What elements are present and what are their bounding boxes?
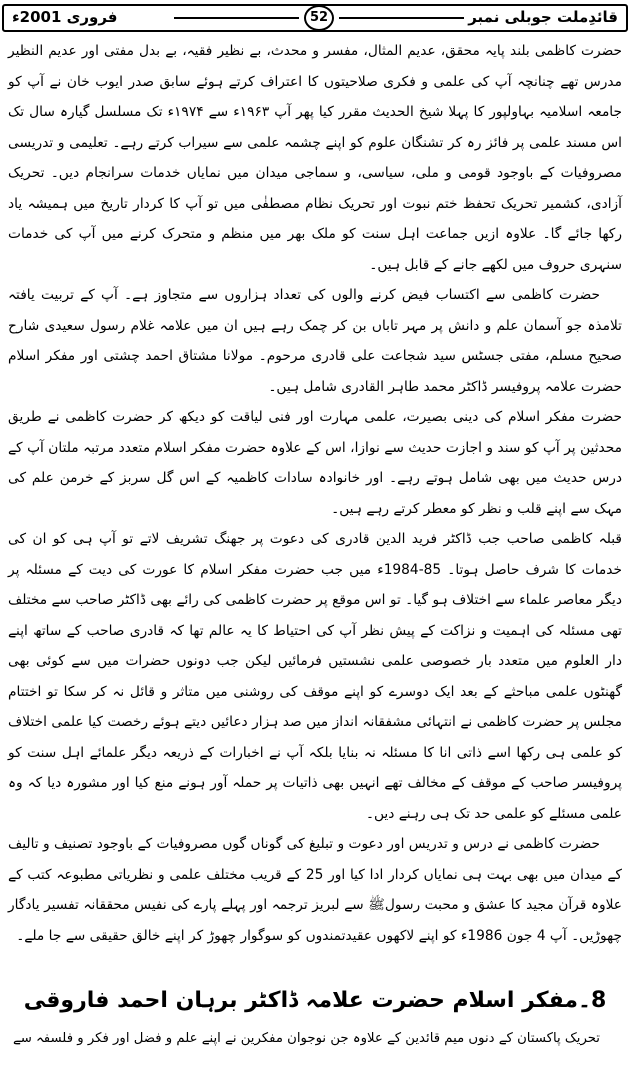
header-rule-left	[174, 17, 299, 19]
article-body	[8, 36, 622, 951]
magazine-title: قائدِملت جوبلی نمبر	[468, 8, 618, 26]
paragraph: حضرت مفکر اسلام کی دینی بصیرت، علمی مہارت اور فنی لیاقت کو دیکھ کر حضرت کاظمی نے طریق محدثین پر آپ کو سند و اجازت حدیث سے نوازا، اس کے علاوہ حضرت مفکر اسلام متعدد مرتبہ ملتان آپ کے درس حدیث میں بھی شامل ہوتے رہے۔ اور خانوادہ سادات کاظمیہ کے اس گل سربز کے خرمن علم کی مہک سے اپنے قلب و نظر کو معطر کرتے رہے ہیں۔	[8, 409, 622, 517]
paragraph: تحریک پاکستان کے دنوں میم قائدین کے علاوہ جن نوجوان مفکرین نے اپنے علم و فضل اور فکر و فلسفہ سے	[12, 1031, 600, 1046]
page-number: 52	[304, 5, 334, 31]
paragraph: قبلہ کاظمی صاحب جب ڈاکٹر فرید الدین قادری کی دعوت پر جھنگ تشریف لاتے تو آپ ہی کو ان کی خدمات کا شرف حاصل ہوتا۔ 85-1984ء میں جب حضرت مفکر اسلام کا عورت کی دیت کے مسئلہ پر دیگر معاصر علماء سے اختلاف ہو گیا۔ تو اس موقع پر حضرت کاظمی کی رائے بھی ڈاکٹر صاحب سے مختلف تھی مسئلہ کی اہمیت و نزاکت کے پیش نظر آپ کی احتیاط کا یہ عالم تھا کہ قادری صاحب کے ساتھ اپنے دار العلوم میں متعدد بار خصوصی علمی نشستیں فرمائیں لیکن جب دونوں حضرات میں سے کوئی بھی گھنٹوں علمی مباحثے کے بعد ایک دوسرے کو اپنے موقف کی روشنی میں متاثر و قائل نہ کر سکا تو اختتام مجلس پر حضرت کاظمی نے انتہائی مشفقانہ انداز میں صد ہزار دعائیں دیتے ہوئے رخصت کیا علمی اختلاف کو علمی ہی رکھا اسے ذاتی انا کا مسئلہ نہ بنایا بلکہ آپ نے اخبارات کے ذریعہ دیگر علمائے اہل سنت کو پروفیسر صاحب کے موقف کے مخالف تھے انہیں بھی ذاتیات پر حملہ آور ہونے منع کیا اور مشورہ دیا کہ وہ علمی مسئلے کو علمی حد تک ہی رہنے دیں۔	[8, 531, 622, 822]
article-continuation	[8, 1024, 622, 1054]
page-header	[2, 4, 628, 32]
section-heading: 8۔مفکر اسلام حضرت علامہ ڈاکٹر برہان احمد فاروقی	[23, 988, 607, 1013]
paragraph: حضرت کاظمی بلند پایہ محقق، عدیم المثال، مفسر و محدث، بے نظیر فقیہ، بے بدل مفتی اور عدیم النظیر مدرس تھے چنانچہ آپ کی علمی و فکری صلاحیتوں کا اعتراف کرتے ہوئے سابق صدر ایوب خان نے آپ کو جامعہ اسلامیہ بہاولپور کا پہلا شیخ الحدیث مقرر کیا پھر آپ ۱۹۶۳ء سے ۱۹۷۴ء تک مسلسل گیارہ سال تک اس مسند علمی پر فائز رہ کر تشنگان علوم کو اپنے چشمہ علمی سے سیراب کرتے رہے۔ تعلیمی و تدریسی مصروفیات کے باوجود قومی و ملی، سیاسی، و سماجی میدان میں نمایاں خدمات سرانجام دیں۔ تحریک آزادی، کشمیر تحریک تحفظ ختم نبوت اور تحریک نظام مصطفٰی میں تو آپ کا کردار تاریخ میں ہمیشہ یاد رکھا جائے گا۔ علاوہ ازیں جماعت اہل سنت کو ملک بھر میں منظم و متحرک کرنے میں آپ کی خدمات سنہری حروف میں لکھے جانے کے قابل ہیں۔	[8, 43, 622, 273]
paragraph: حضرت کاظمی سے اکتساب فیض کرنے والوں کی تعداد ہزاروں سے متجاوز ہے۔ آپ کے تربیت یافتہ تلامذہ جو آسمان علم و دانش پر مہر تاباں بن کر چمک رہے ہیں ان میں علامہ غلام رسول سعیدی شارح صحیح مسلم، مفتی جسٹس سید شجاعت علی قادری مرحوم۔ مولانا مشتاق احمد چشتی اور مفکر اسلام حضرت علامہ پروفیسر ڈاکٹر محمد طاہر القادری شامل ہیں۔	[8, 287, 622, 395]
header-rule-right	[339, 17, 464, 19]
paragraph: حضرت کاظمی نے درس و تدریس اور دعوت و تبلیغ کی گوناں گوں مصروفیات کے باوجود تصنیف و تالیف کے میدان میں بھی بہت ہی نمایاں کردار ادا کیا اور 25 کے قریب مختلف علمی و نظریاتی مطبوعہ کتب کے علاوہ قرآن مجید کا عشق و محبت رسولﷺ سے لبریز ترجمہ اور پہلے پارے کی نفیس محققانہ تفسیر یادگار چھوڑیں۔ آپ 4 جون 1986ء کو اپنے لاکھوں عقیدتمندوں کو سوگوار چھوڑ کر اپنے خالق حقیقی سے جا ملے۔	[8, 836, 622, 944]
issue-date: فروری 2001ء	[12, 8, 118, 26]
